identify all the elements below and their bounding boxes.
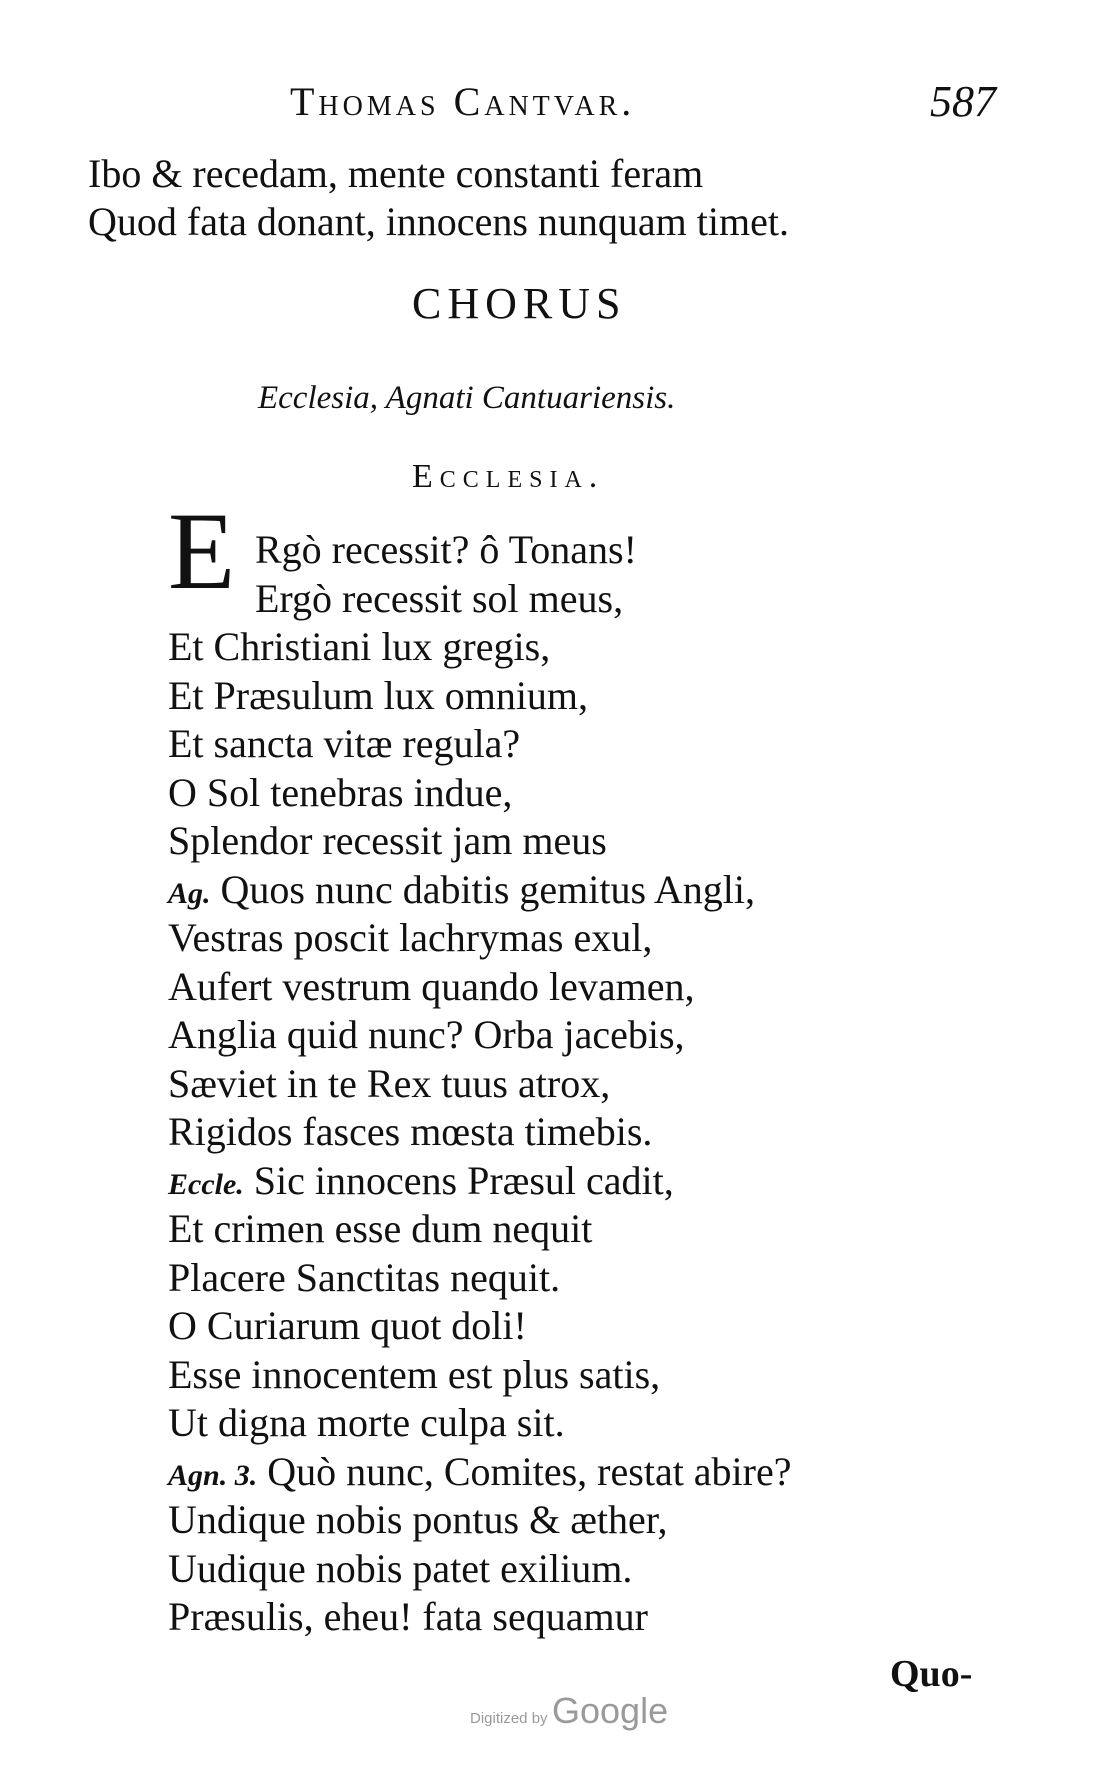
verse-line <box>168 817 607 864</box>
digitized-watermark <box>470 1690 668 1732</box>
speaker-label: Ag. <box>168 876 211 910</box>
intro-line-1: Ibo & recedam, mente constanti feram <box>88 151 704 196</box>
verse-text: Sic innocens Præsul cadit, <box>253 1157 674 1203</box>
speaker-label: Eccle. <box>168 1167 244 1201</box>
verse-line <box>168 1351 660 1398</box>
verse-text: Esse innocentem est plus satis, <box>168 1351 661 1397</box>
verse-text: Sæviet in te Rex tuus atrox, <box>168 1060 611 1106</box>
verse-text: Quos nunc dabitis gemitus Angli, <box>220 866 755 912</box>
verse-line <box>168 623 550 670</box>
verse-text: Quò nunc, Comites, restat abire? <box>267 1448 792 1494</box>
verse-line <box>168 963 695 1010</box>
chorus-heading: CHORUS <box>412 279 627 328</box>
verse-line <box>168 1060 610 1107</box>
verse-line <box>255 575 623 622</box>
catchword: Quo- <box>890 1653 973 1695</box>
verse-text: Ut digna morte culpa sit. <box>168 1400 565 1445</box>
verse-line <box>168 1157 674 1204</box>
verse-line <box>168 1399 565 1446</box>
verse-text: Placere Sanctitas nequit. <box>168 1254 561 1300</box>
verse-text: Uudique nobis patet exilium. <box>168 1545 633 1591</box>
running-head-title: Thomas Cantvar. <box>290 79 636 124</box>
chorus-subtitle: Ecclesia, Agnati Cantuariensis. <box>258 380 676 416</box>
verse-text: Et crimen esse dum nequit <box>168 1206 593 1251</box>
verse-line <box>168 720 520 767</box>
verse-text: O Curiarum quot doli! <box>168 1303 527 1348</box>
verse-line <box>168 672 588 719</box>
verse-line <box>168 1108 652 1155</box>
verse-line <box>168 1593 648 1640</box>
verse-line <box>168 1448 792 1495</box>
intro-line-2: Quod fata donant, innocens nunquam timet. <box>88 199 789 244</box>
verse-text: Ergò recessit sol meus, <box>255 575 624 621</box>
verse-text: Splendor recessit jam meus <box>168 818 607 863</box>
verse-text: Et sancta vitæ regula? <box>168 721 521 766</box>
speaker-label: Agn. 3. <box>168 1458 258 1492</box>
verse-line <box>168 866 755 913</box>
verse-text: Rgò recessit? ô Tonans! <box>255 527 637 572</box>
verse-line <box>168 1254 560 1301</box>
page-number: 587 <box>930 77 996 126</box>
verse-line <box>168 1545 632 1592</box>
verse-text: Vestras poscit lachrymas exul, <box>168 915 653 960</box>
verse-line <box>168 769 512 816</box>
verse-line <box>168 1302 527 1349</box>
verse-line <box>168 1011 685 1058</box>
verse-text: Præsulis, eheu! fata sequamur <box>168 1594 648 1639</box>
verse-text: Et Christiani lux gregis, <box>168 624 551 669</box>
speaker-heading: Ecclesia. <box>412 458 605 495</box>
verse-line <box>168 1205 592 1252</box>
google-logo: Google <box>552 1690 669 1731</box>
verse-text: O Sol tenebras indue, <box>168 769 513 815</box>
verse-text: Anglia quid nunc? Orba jacebis, <box>168 1012 685 1057</box>
verse-text: Aufert vestrum quando levamen, <box>168 963 695 1009</box>
verse-line <box>168 1496 668 1543</box>
watermark-prefix: Digitized by <box>470 1710 548 1727</box>
drop-cap: E <box>168 490 236 612</box>
verse-line <box>168 914 652 961</box>
verse-text: Undique nobis pontus & æther, <box>168 1497 668 1542</box>
verse-text: Rigidos fasces mœsta timebis. <box>168 1109 653 1154</box>
verse-line <box>255 526 637 573</box>
verse-text: Et Præsulum lux omnium, <box>168 672 589 718</box>
